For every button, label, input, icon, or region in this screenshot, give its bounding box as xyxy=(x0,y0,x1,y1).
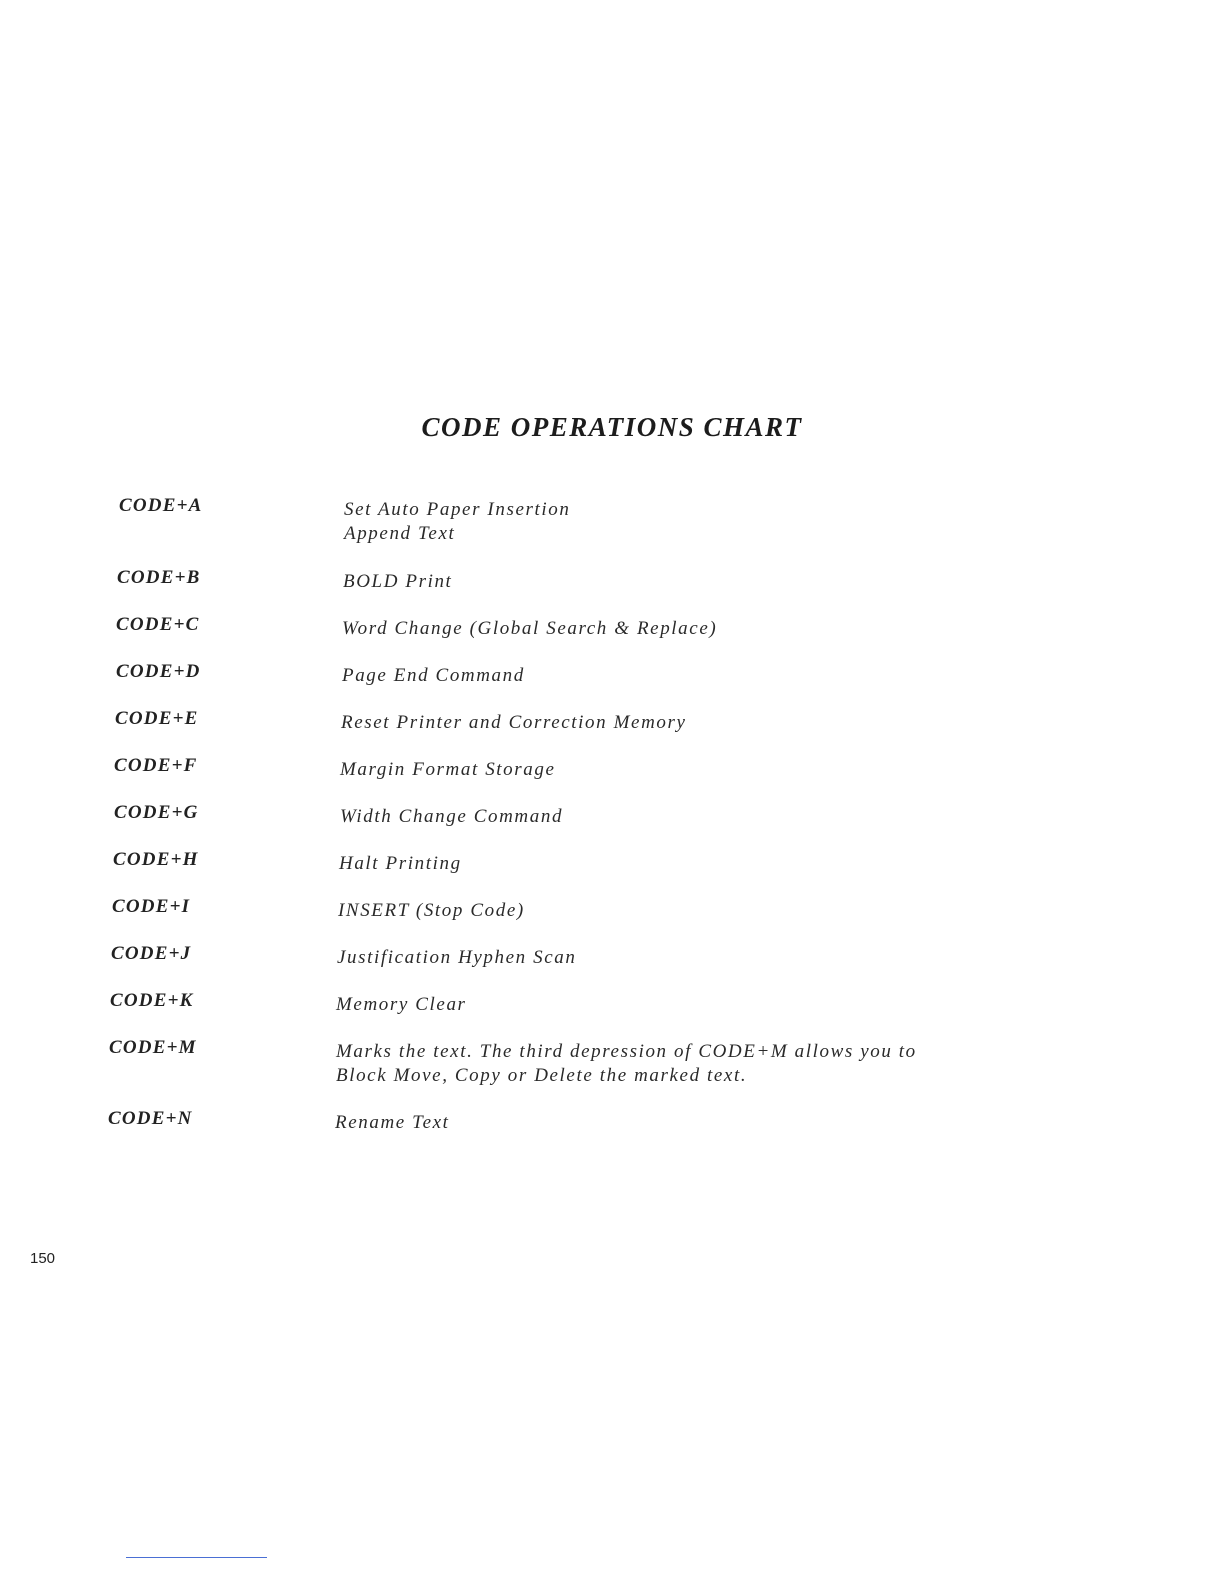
page-title: CODE OPERATIONS CHART xyxy=(421,412,803,442)
row-description xyxy=(344,498,570,546)
row-description xyxy=(343,570,452,594)
row-key: CODE+K xyxy=(110,990,194,1011)
row-key: CODE+G xyxy=(114,802,199,823)
description-line: Append Text xyxy=(344,523,456,544)
row-description xyxy=(340,805,563,829)
description-line: Reset Printer and Correction Memory xyxy=(341,712,687,733)
row-key: CODE+E xyxy=(115,708,199,729)
row-description xyxy=(340,758,556,782)
description-line: Page End Command xyxy=(342,665,525,686)
row-key: CODE+N xyxy=(108,1108,193,1129)
description-line: Width Change Command xyxy=(340,806,564,827)
footer-rule xyxy=(126,1557,267,1558)
row-key: CODE+D xyxy=(116,661,201,682)
description-line: INSERT (Stop Code) xyxy=(338,900,525,921)
description-line: Halt Printing xyxy=(339,853,462,874)
row-key: CODE+H xyxy=(113,849,199,870)
description-line: Memory Clear xyxy=(336,994,467,1015)
row-description xyxy=(342,664,525,688)
row-key: CODE+A xyxy=(119,495,203,516)
row-key: CODE+I xyxy=(112,896,191,917)
row-description xyxy=(341,711,687,735)
row-description xyxy=(335,1111,450,1135)
row-key: CODE+J xyxy=(111,943,192,964)
row-key: CODE+B xyxy=(117,567,201,588)
row-key: CODE+F xyxy=(114,755,198,776)
row-description xyxy=(342,617,717,641)
row-description xyxy=(336,1040,917,1088)
row-key: CODE+C xyxy=(116,614,200,635)
row-key: CODE+M xyxy=(109,1037,197,1058)
row-description xyxy=(338,899,525,923)
description-line: Marks the text. The third depression of CODE+M allows you to xyxy=(336,1041,917,1062)
description-line: Margin Format Storage xyxy=(340,759,556,780)
description-line: Block Move, Copy or Delete the marked text. xyxy=(336,1065,748,1086)
page-number: 150 xyxy=(30,1250,56,1267)
description-line: Word Change (Global Search & Replace) xyxy=(342,618,718,639)
description-line: BOLD Print xyxy=(343,571,453,592)
row-description xyxy=(336,993,467,1017)
row-description xyxy=(339,852,462,876)
row-description xyxy=(337,946,576,970)
description-line: Justification Hyphen Scan xyxy=(337,947,577,968)
description-line: Rename Text xyxy=(335,1112,450,1133)
description-line: Set Auto Paper Insertion xyxy=(344,499,571,520)
